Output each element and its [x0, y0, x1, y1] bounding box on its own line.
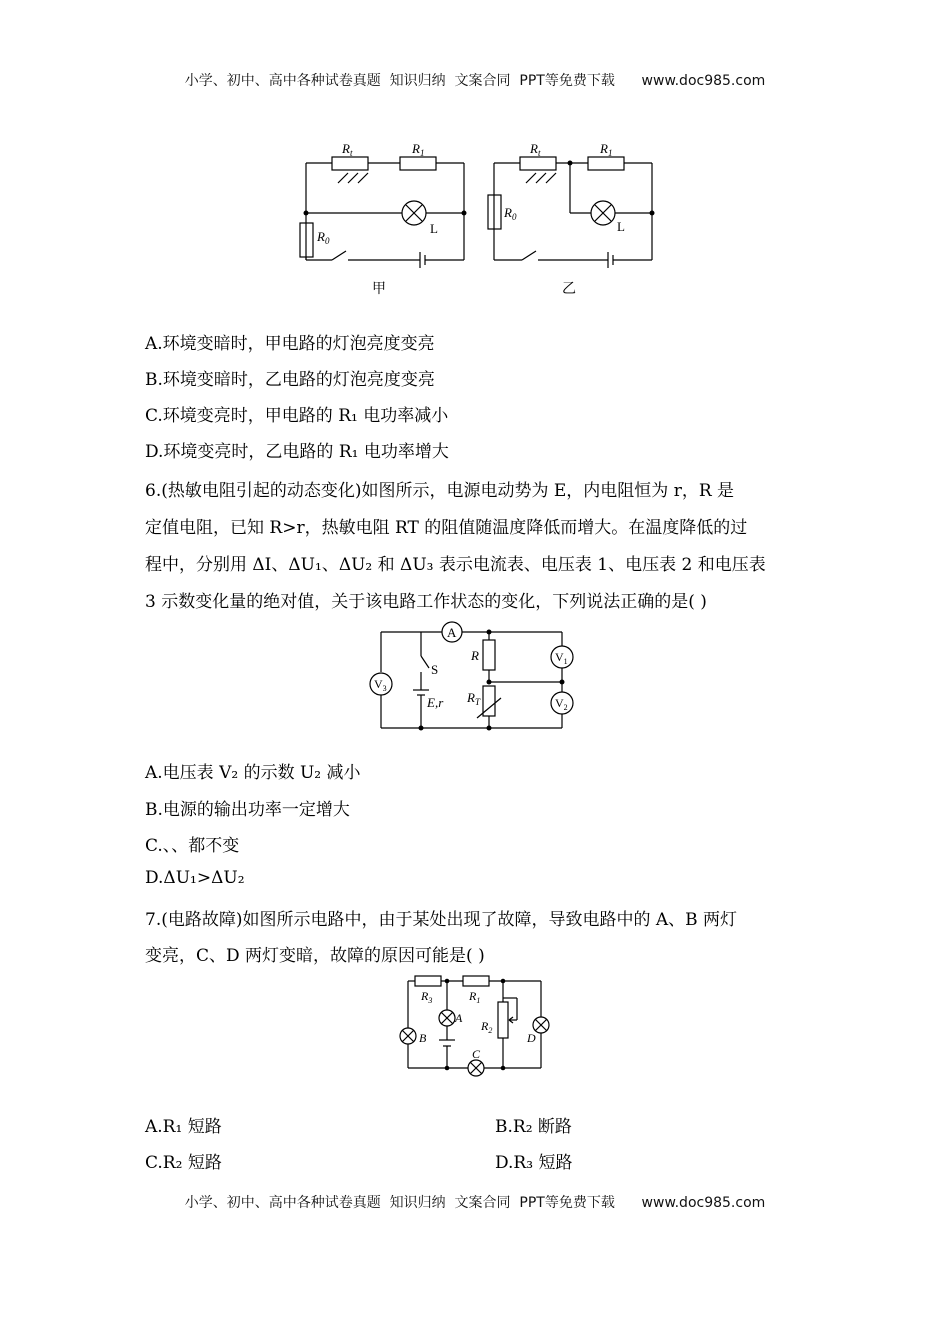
label-lamp-a: A [455, 1011, 463, 1025]
svg-text:R0: $R_0$ [317, 229, 330, 246]
svg-text:L: L [617, 219, 625, 234]
q5-option-c: C.环境变亮时，甲电路的 R₁ 电功率减小 [145, 406, 449, 426]
label-r3: R [421, 989, 429, 1003]
label-lamp: L [430, 221, 438, 236]
svg-text:V3: $V_3$ [374, 677, 387, 693]
q7-option-b: B.R₂ 断路 [495, 1117, 572, 1137]
voltmeter-3-label: V [374, 677, 383, 691]
voltmeter-2-label: V [555, 696, 564, 710]
q7-option-c: C.R₂ 短路 [145, 1153, 222, 1173]
svg-text:R1: $R_1$ [600, 141, 613, 158]
label-yi: 乙 [562, 282, 576, 297]
q7-option-d: D.R₃ 短路 [495, 1153, 573, 1173]
q7-option-a: A.R₁ 短路 [145, 1117, 222, 1137]
q5-option-b: B.环境变暗时，乙电路的灯泡亮度变亮 [145, 370, 435, 390]
q6-option-c: C.、、都不变 [145, 836, 240, 856]
figure-q6-circuit [365, 620, 585, 735]
label-lamp-b: B [419, 1031, 427, 1045]
svg-text:R0: $R_0$ [504, 205, 517, 222]
svg-text:RT: $R_T$ [467, 690, 480, 707]
svg-text:R3: $R_3$ [421, 989, 433, 1005]
label-lamp-d: D [527, 1031, 536, 1045]
label-r1: R [412, 141, 420, 156]
voltmeter-1-label: V [555, 650, 564, 664]
q6-stem-line-3: 程中，分别用 ΔI、ΔU₁、ΔU₂ 和 ΔU₃ 表示电流表、电压表 1、电压表 2 和电压表 [145, 555, 766, 575]
ammeter-label: A [447, 625, 457, 640]
svg-text:Rt: $R_t$ [530, 141, 541, 158]
svg-text:V1: $V_1$ [555, 650, 568, 666]
svg-text:V2: $V_2$ [555, 696, 568, 712]
figure-q7-circuit [395, 972, 560, 1082]
q6-stem-line-2: 定值电阻，已知 R>r，热敏电阻 RT 的阻值随温度降低而增大。在温度降低的过 [145, 518, 748, 538]
label-rt: R [342, 141, 350, 156]
thermistor-label: R [467, 690, 475, 705]
label-r1: R [469, 989, 477, 1003]
svg-text:R1: $R_1$ [412, 141, 425, 158]
svg-text:R1: $R_1$ [469, 989, 481, 1005]
label-lamp-c: C [472, 1047, 481, 1061]
label-r2: R [481, 1019, 489, 1033]
q6-stem-line-4: 3 示数变化量的绝对值，关于该电路工作状态的变化，下列说法正确的是( ) [145, 592, 707, 612]
switch-label: S [431, 662, 439, 677]
q6-stem-line-1: 6.(热敏电阻引起的动态变化)如图所示，电源电动势为 E，内电阻恒为 r，R 是 [145, 481, 735, 501]
page-footer: 小学、初中、高中各种试卷真题 知识归纳 文案合同 PPT等免费下载 www.doc985.com [184, 1195, 766, 1211]
source-label: E,r [427, 695, 444, 710]
label-r0: R [317, 229, 325, 244]
q6-option-b: B.电源的输出功率一定增大 [145, 800, 350, 820]
q7-stem-line-1: 7.(电路故障)如图所示电路中，由于某处出现了故障，导致电路中的 A、B 两灯 [145, 910, 738, 930]
q5-option-d: D.环境变亮时，乙电路的 R₁ 电功率增大 [145, 442, 449, 462]
svg-text:Rt: $R_t$ [342, 141, 353, 158]
q5-option-a: A.环境变暗时，甲电路的灯泡亮度变亮 [145, 334, 435, 354]
q6-option-d: D.ΔU₁>ΔU₂ [145, 868, 245, 888]
q6-option-a: A.电压表 V₂ 的示数 U₂ 减小 [145, 763, 361, 783]
svg-text:R2: $R_2$ [481, 1019, 493, 1035]
page-header: 小学、初中、高中各种试卷真题 知识归纳 文案合同 PPT等免费下载 www.doc985.com [184, 73, 766, 89]
q7-stem-line-2: 变亮，C、D 两灯变暗，故障的原因可能是( ) [145, 946, 485, 966]
figure-circuits-jia-yi [290, 135, 670, 300]
resistor-r-label: R [471, 648, 479, 663]
label-jia: 甲 [372, 282, 386, 297]
